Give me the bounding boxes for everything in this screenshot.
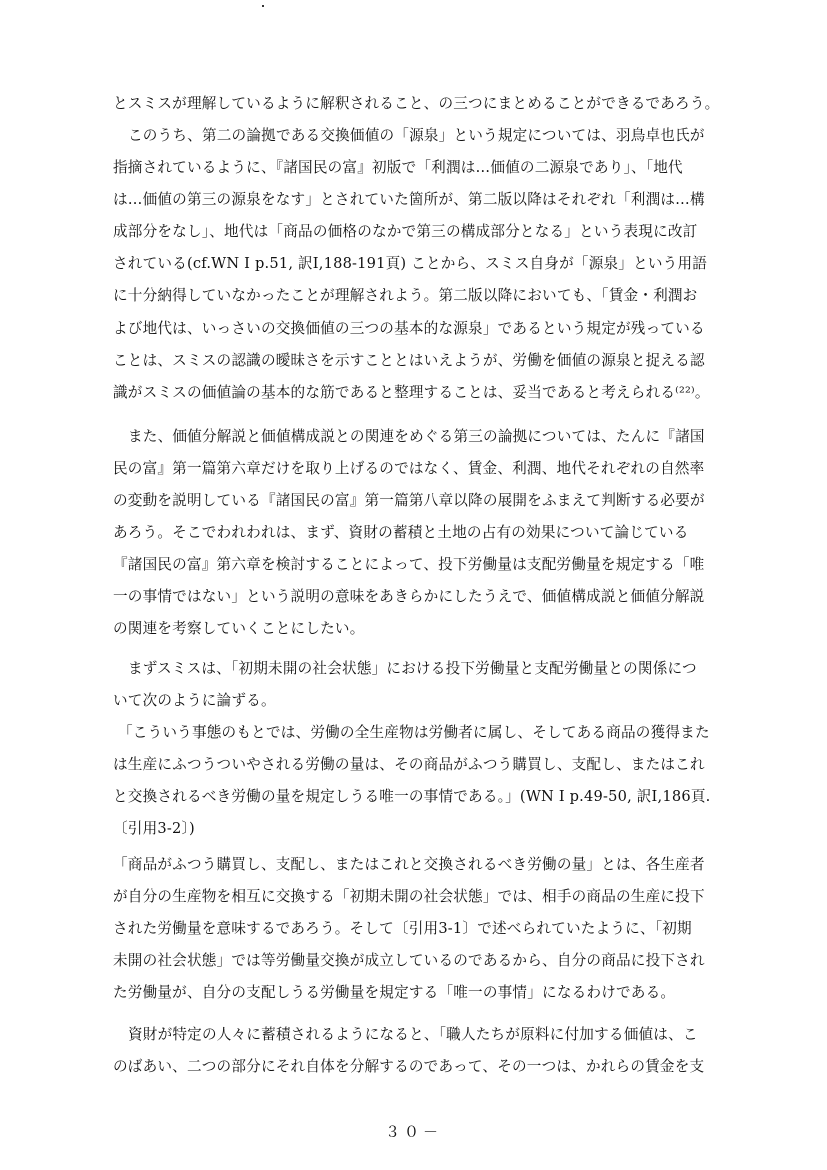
text-line: の関連を考察していくことにしたい。 <box>113 620 365 637</box>
text-line: 資財が特定の人々に蓄積されるようになると、「職人たちが原料に付加する価値は、こ <box>128 1026 698 1043</box>
scan-speck <box>262 5 264 7</box>
text-line: このうち、第二の論拠である交換価値の「源泉」という規定については、羽鳥卓也氏が <box>128 127 705 144</box>
text-line: に十分納得していなかったことが理解されよう。第二版以降においても、「賃金・利潤お <box>113 287 698 304</box>
text-line: とスミスが理解しているように解釈されること、の三つにまとめることができるであろう。 <box>113 95 720 112</box>
text-line: ことは、スミスの認識の曖昧さを示すこととはいえようが、労働を価値の源泉と捉える認 <box>113 352 705 369</box>
text-line: よび地代は、いっさいの交換価値の三つの基本的な源泉」であるという規定が残っている <box>113 320 705 337</box>
quote-line: 「こういう事態のもとでは、労働の全生産物は労働者に属し、そしてある商品の獲得また <box>118 724 710 741</box>
text-line: 一の事情ではない」という説明の意味をあきらかにしたうえで、価値構成説と価値分解説 <box>113 588 705 605</box>
text-line: 『諸国民の富』第六章を検討することによって、投下労働量は支配労働量を規定する「唯 <box>113 556 705 573</box>
text-line: いて次のように論ずる。 <box>113 692 276 709</box>
text-line: された労働量を意味するであろう。そして〔引用3-1〕で述べられていたように、「初期 <box>113 920 692 937</box>
text-line: の変動を説明している『諸国民の富』第一篇第八章以降の展開をふまえて判断する必要が <box>113 492 705 509</box>
text-line: 指摘されているように、『諸国民の富』初版で「利潤は…価値の二源泉であり」、「地代 <box>113 159 683 176</box>
text-line: た労働量が、自分の支配しうる労働量を規定する「唯一の事情」になるわけである。 <box>113 984 676 1001</box>
quote-line: は生産にふつうついやされる労働の量は、その商品がふつう購買し、支配し、またはこれ <box>113 756 705 773</box>
text-line: は…価値の第三の源泉をなす」とされていた箇所が、第二版以降はそれぞれ「利潤は…構 <box>113 191 705 208</box>
text-line: あろう。そこでわれわれは、まず、資財の蓄積と土地の占有の効果について論じている <box>113 524 689 541</box>
text-line: 未開の社会状態」では等労働量交換が成立しているのであるから、自分の商品に投下され <box>113 952 705 969</box>
text-line: まずスミスは、「初期未開の社会状態」における投下労働量と支配労働量との関係につ <box>128 660 697 677</box>
text-line: 識がスミスの価値論の基本的な筋であると整理することは、妥当であると考えられる⁽²²⁾。 <box>113 384 710 401</box>
text-line: 成部分をなし」、地代は「商品の価格のなかで第三の構成部分となる」という表現に改訂 <box>113 223 698 240</box>
text-line: 「商品がふつう購買し、支配し、またはこれと交換されるべき労働の量」とは、各生産者 <box>113 856 705 873</box>
quote-reference: 〔引用3-2〕) <box>113 820 195 837</box>
text-line: 民の富』第一篇第六章だけを取り上げるのではなく、賃金、利潤、地代それぞれの自然率 <box>113 460 705 477</box>
quote-line: と交換されるべき労働の量を規定しうる唯一の事情である。」(WN I p.49-50, 訳I,186頁. <box>113 788 711 805</box>
text-line: のばあい、二つの部分にそれ自体を分解するのであって、その一つは、かれらの賃金を支 <box>113 1058 705 1075</box>
text-line: が自分の生産物を相互に交換する「初期未開の社会状態」では、相手の商品の生産に投下 <box>113 888 705 905</box>
text-line: されている(cf.WN I p.51, 訳I,188-191頁) ことから、スミス自身が「源泉」という用語 <box>113 255 708 272</box>
text-line: また、価値分解説と価値構成説との関連をめぐる第三の論拠については、たんに『諸国 <box>128 428 705 445</box>
page-number: ３０－ <box>384 1123 442 1141</box>
